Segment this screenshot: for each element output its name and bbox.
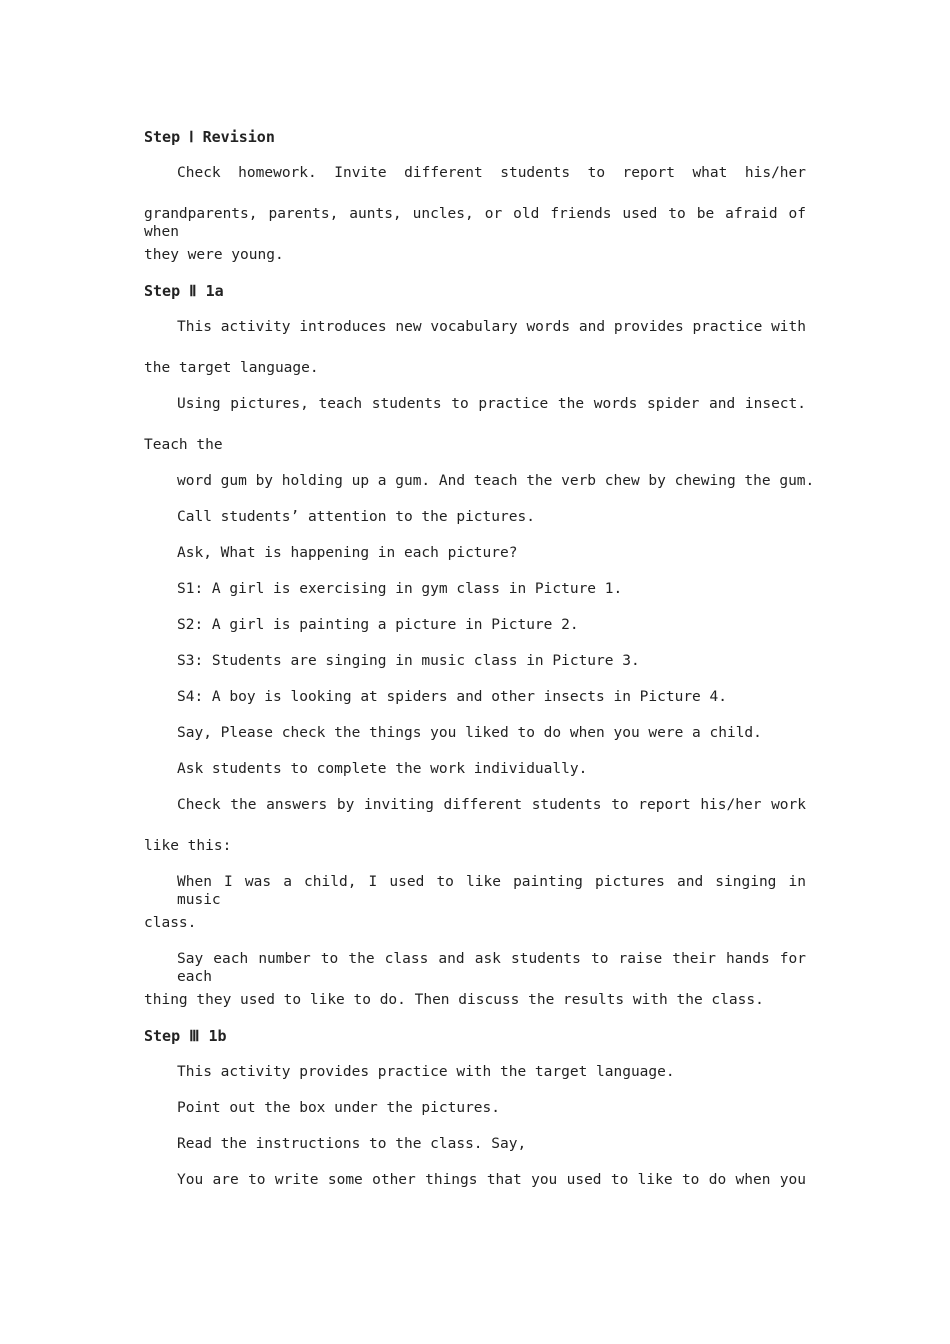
step-2-line-12: Say, Please check the things you liked to do when you were a child. — [177, 725, 762, 741]
step-2-line-14: Check the answers by inviting different students to report his/her work — [177, 797, 806, 813]
step-1-line-3: they were young. — [144, 247, 284, 263]
step-1-line-1: Check homework. Invite different students to report what his/her — [177, 165, 806, 181]
step-2-line-8: S1: A girl is exercising in gym class in Picture 1. — [177, 581, 623, 597]
step-2-line-13: Ask students to complete the work individually. — [177, 761, 588, 777]
step-1-heading: Step Ⅰ Revision — [144, 128, 275, 146]
step-2-line-9: S2: A girl is painting a picture in Picture 2. — [177, 617, 579, 633]
step-2-line-2: the target language. — [144, 360, 319, 376]
step-2-heading: Step Ⅱ 1a — [144, 282, 224, 300]
step-2-line-7: Ask, What is happening in each picture? — [177, 545, 518, 561]
step-2-line-19: thing they used to like to do. Then discuss the results with the class. — [144, 992, 764, 1008]
step-2-line-10: S3: Students are singing in music class in Picture 3. — [177, 653, 640, 669]
step-2-line-5: word gum by holding up a gum. And teach the verb chew by chewing the gum. — [177, 473, 815, 489]
step-2-line-1: This activity introduces new vocabulary words and provides practice with — [177, 319, 806, 335]
step-2-line-4: Teach the — [144, 437, 223, 453]
step-2-line-18: Say each number to the class and ask students to raise their hands for each — [177, 951, 806, 985]
step-3-line-3: Read the instructions to the class. Say, — [177, 1136, 527, 1152]
step-2-line-16: When I was a child, I used to like painting pictures and singing in music — [177, 874, 806, 908]
step-3-line-1: This activity provides practice with the target language. — [177, 1064, 675, 1080]
step-2-line-17: class. — [144, 915, 197, 931]
step-2-line-11: S4: A boy is looking at spiders and other insects in Picture 4. — [177, 689, 727, 705]
step-2-line-3: Using pictures, teach students to practice the words spider and insect. — [177, 396, 806, 412]
step-2-line-15: like this: — [144, 838, 232, 854]
step-3-line-2: Point out the box under the pictures. — [177, 1100, 501, 1116]
step-3-heading: Step Ⅲ 1b — [144, 1027, 227, 1045]
step-1-line-2: grandparents, parents, aunts, uncles, or old friends used to be afraid of when — [144, 206, 806, 240]
step-3-line-4: You are to write some other things that you used to like to do when you — [177, 1172, 806, 1188]
step-2-line-6: Call students’ attention to the pictures. — [177, 509, 535, 525]
